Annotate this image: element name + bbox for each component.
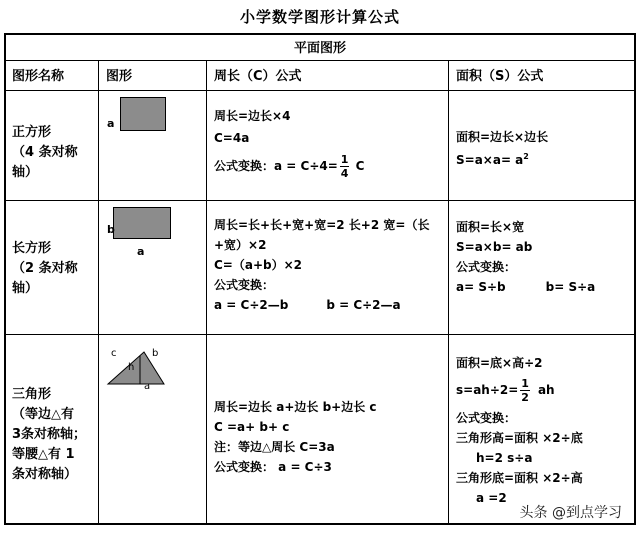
area-line: 三角形高=面积 ×2÷底 — [456, 431, 583, 445]
area-line: 面积=边长×边长 — [456, 130, 549, 144]
square-label-a: a — [107, 117, 115, 130]
header-shape: 图形 — [106, 69, 133, 84]
triangle-label-h: h — [128, 362, 135, 373]
area-line: 三角形底=面积 ×2÷高 — [456, 471, 583, 485]
row-rectangle-area — [456, 217, 595, 297]
perimeter-line: 周长=边长×4 — [214, 109, 291, 123]
area-line: 公式变换： — [456, 260, 517, 274]
section-title: 平面图形 — [293, 41, 346, 56]
page-title: 小学数学图形计算公式 — [239, 8, 400, 26]
square-shape — [120, 97, 166, 131]
row-triangle-area — [456, 353, 583, 508]
area-line: h=2 s÷a — [476, 451, 533, 465]
perimeter-line: 公式变换： a = C÷3 — [214, 460, 332, 474]
area-line: a =2 — [476, 491, 507, 505]
area-line: 公式变换： — [456, 411, 517, 425]
area-line: a= S÷b b= S÷a — [456, 280, 596, 294]
fraction-quarter: $\frac{1}{4}$ — [340, 153, 349, 180]
header-area: 面积（S）公式 — [456, 69, 544, 84]
perimeter-line: C=4a — [214, 131, 250, 145]
row-triangle-name-line: 等腰△有 1 — [12, 447, 75, 462]
row-square-name-line: （4 条对称 — [12, 145, 78, 160]
row-triangle-name — [12, 385, 86, 485]
area-line: s=ah÷2= $\frac{1}{2}$ ah — [456, 377, 555, 404]
row-square-area — [456, 127, 548, 170]
header-perimeter: 周长（C）公式 — [214, 69, 302, 84]
row-rectangle-name-line: 长方形 — [12, 241, 52, 256]
area-line: $S=a\times a= a^2$ — [456, 152, 529, 167]
rectangle-shape — [113, 207, 171, 239]
row-triangle-name-line: （等边△有 — [12, 407, 74, 422]
rectangle-label-b: b — [107, 223, 115, 236]
perimeter-line: 周长=长+长+宽+宽=2 长+2 宽=（长 — [214, 218, 430, 232]
row-rectangle-name — [12, 239, 78, 299]
triangle-label-c: c — [111, 348, 117, 359]
area-line: S=a×b= ab — [456, 240, 533, 254]
row-triangle-name-line: 三角形 — [12, 387, 52, 402]
row-rectangle-name-line: （2 条对称 — [12, 261, 78, 276]
row-rectangle-name-line: 轴） — [12, 281, 39, 296]
perimeter-line: 注：等边△周长 C=3a — [214, 440, 335, 454]
watermark: 头条 @到点学习 — [516, 501, 626, 523]
perimeter-line: C =a+ b+ c — [214, 420, 290, 434]
perimeter-line: 公式变换：a = C÷4= $\frac{1}{4}$ C — [214, 153, 365, 180]
area-line: 面积=长×宽 — [456, 220, 525, 234]
row-triangle-perimeter — [214, 397, 377, 477]
triangle-label-a: a — [144, 381, 151, 392]
triangle-label-b: b — [152, 348, 159, 359]
row-square-name — [12, 123, 78, 183]
perimeter-line: 周长=边长 a+边长 b+边长 c — [214, 400, 377, 414]
row-square-name-line: 正方形 — [12, 125, 52, 140]
rectangle-label-a: a — [137, 245, 145, 258]
row-square-perimeter — [214, 105, 364, 180]
row-rectangle-perimeter — [214, 215, 429, 315]
perimeter-line: C=（a+b）×2 — [214, 258, 303, 272]
row-triangle-name-line: 3条对称轴； — [12, 427, 87, 442]
row-triangle-name-line: 条对称轴） — [12, 467, 78, 482]
header-shape-name: 图形名称 — [12, 69, 65, 84]
formula-table — [4, 33, 636, 525]
fraction-half: $\frac{1}{2}$ — [521, 377, 529, 404]
perimeter-line: +宽）×2 — [214, 238, 267, 252]
row-square-name-line: 轴） — [12, 165, 39, 180]
perimeter-line: a = C÷2—b b = C÷2—a — [214, 298, 401, 312]
area-line: 面积=底×高÷2 — [456, 356, 543, 370]
perimeter-line: 公式变换： — [214, 278, 275, 292]
